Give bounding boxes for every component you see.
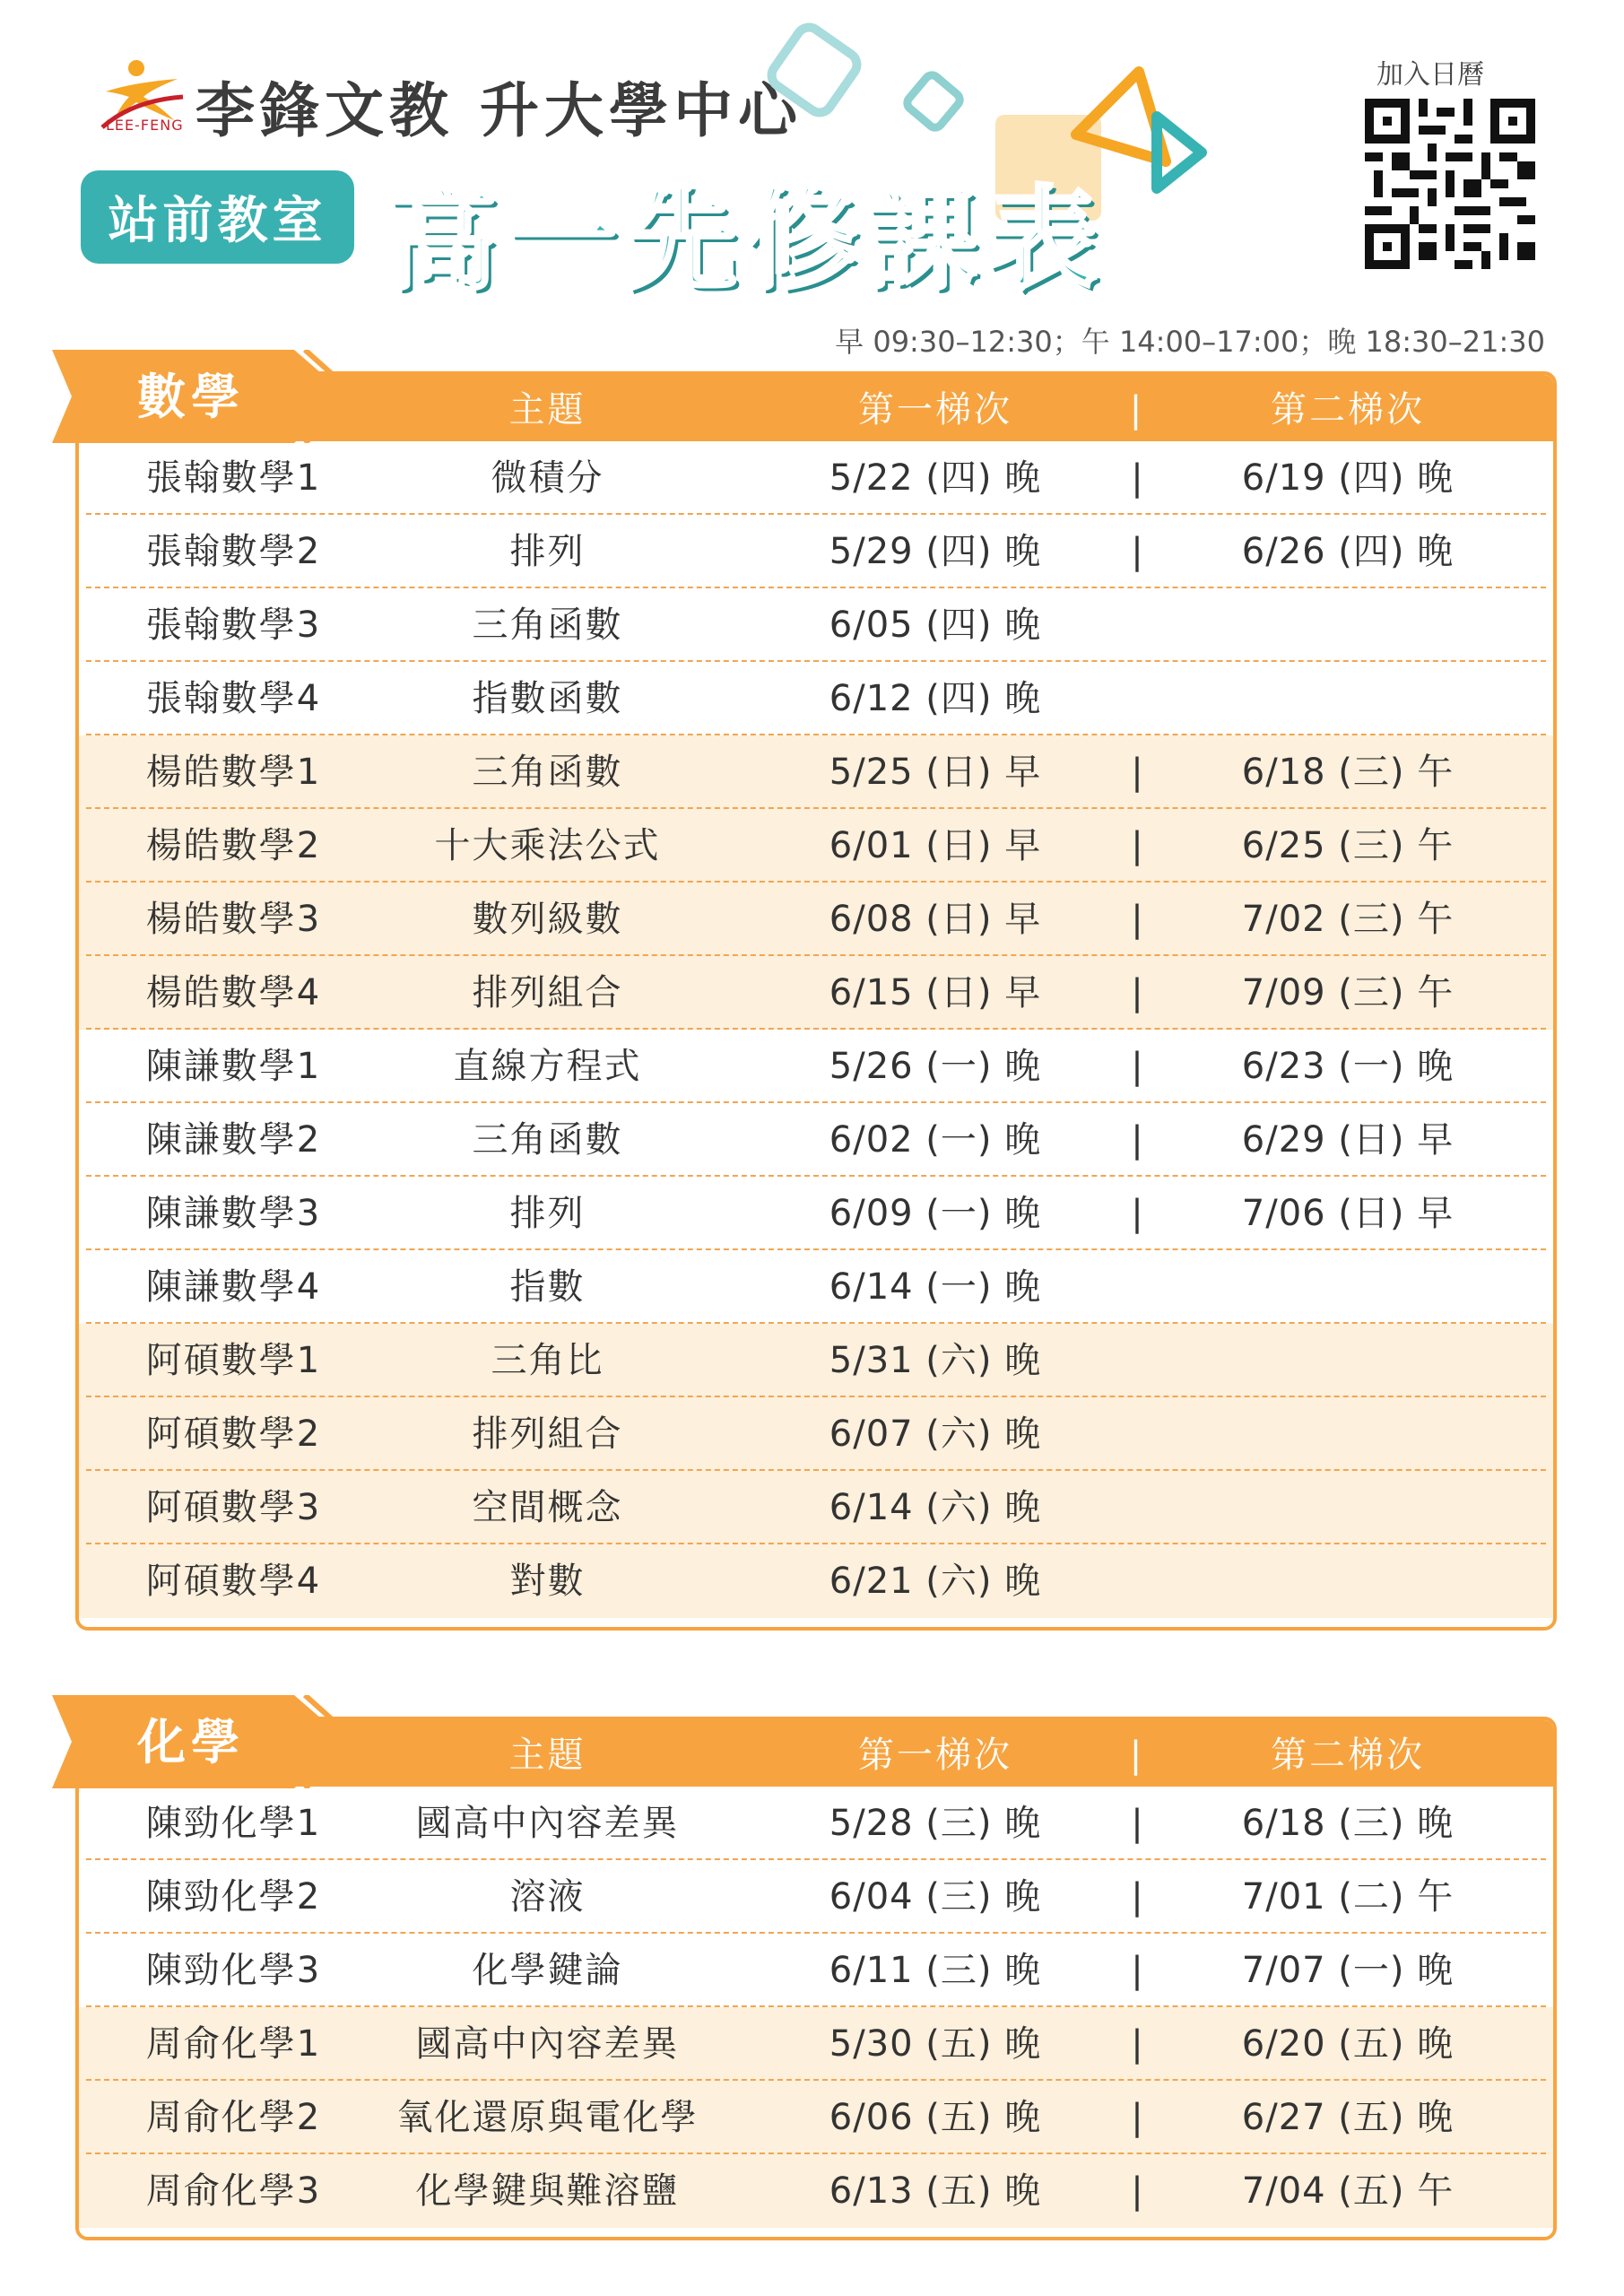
- header-second-session: 第二梯次: [1271, 389, 1425, 430]
- course-topic: 排列組合: [472, 972, 623, 1013]
- course-name: 張翰數學3: [145, 604, 322, 646]
- course-topic: 排列組合: [472, 1413, 623, 1455]
- header-second-session: 第二梯次: [1271, 1735, 1425, 1776]
- course-name: 陳勁化學3: [145, 1950, 322, 1991]
- math-subject-tab: [52, 350, 357, 443]
- math-section: [52, 350, 1550, 1632]
- first-session-date: 6/01 (日) 早: [829, 825, 1042, 866]
- qr-code-icon[interactable]: [1365, 99, 1535, 269]
- first-session-date: 5/22 (四) 晚: [829, 457, 1042, 499]
- first-session-date: 6/05 (四) 晚: [829, 604, 1042, 646]
- course-topic: 化學鍵與難溶鹽: [415, 2170, 680, 2212]
- course-name: 阿碩數學3: [145, 1487, 322, 1528]
- course-name: 周俞化學1: [145, 2023, 322, 2065]
- add-calendar-label[interactable]: 加入日曆: [1376, 59, 1484, 91]
- second-session-date: 6/26 (四) 晚: [1241, 531, 1455, 572]
- first-session-date: 6/14 (六) 晚: [829, 1487, 1042, 1528]
- first-session-date: 6/11 (三) 晚: [829, 1950, 1042, 1991]
- second-session-date: 7/09 (三) 午: [1241, 972, 1455, 1013]
- course-name: 楊皓數學4: [145, 972, 322, 1013]
- table-row: [79, 1250, 1553, 1324]
- course-topic: 國高中內容差異: [415, 2023, 680, 2065]
- course-topic: 溶液: [509, 1876, 586, 1918]
- first-session-date: 6/08 (日) 早: [829, 899, 1042, 940]
- chem-subject-label: 化學: [137, 1714, 245, 1770]
- table-row: [79, 1177, 1553, 1250]
- first-session-date: 6/04 (三) 晚: [829, 1876, 1042, 1918]
- course-topic: 三角函數: [472, 1119, 623, 1161]
- session-divider: |: [1131, 1803, 1143, 1844]
- session-divider: |: [1131, 1876, 1143, 1918]
- course-name: 陳勁化學2: [145, 1876, 322, 1918]
- course-name: 陳謙數學1: [145, 1046, 322, 1087]
- second-session-date: 7/06 (日) 早: [1241, 1193, 1455, 1234]
- course-topic: 排列: [509, 1193, 586, 1234]
- second-session-date: 7/07 (一) 晚: [1241, 1950, 1455, 1991]
- second-session-date: 6/23 (一) 晚: [1241, 1046, 1455, 1087]
- first-session-date: 6/14 (一) 晚: [829, 1266, 1042, 1308]
- course-name: 陳謙數學2: [145, 1119, 322, 1161]
- session-divider: |: [1131, 1046, 1143, 1087]
- first-session-date: 5/28 (三) 晚: [829, 1803, 1042, 1844]
- second-session-date: 7/01 (二) 午: [1241, 1876, 1455, 1918]
- second-session-date: 6/25 (三) 午: [1241, 825, 1455, 866]
- course-name: 周俞化學3: [145, 2170, 322, 2212]
- table-row: [79, 1397, 1553, 1471]
- course-name: 周俞化學2: [145, 2097, 322, 2138]
- course-topic: 指數: [509, 1266, 586, 1308]
- course-name: 楊皓數學3: [145, 899, 322, 940]
- session-divider: |: [1131, 2097, 1143, 2138]
- course-name: 阿碩數學1: [145, 1340, 322, 1381]
- header-divider: |: [1129, 389, 1145, 430]
- table-row: [79, 956, 1553, 1030]
- course-topic: 國高中內容差異: [415, 1803, 680, 1844]
- second-session-date: 6/27 (五) 晚: [1241, 2097, 1455, 2138]
- course-topic: 空間概念: [472, 1487, 623, 1528]
- second-session-date: 6/19 (四) 晚: [1241, 457, 1455, 499]
- first-session-date: 6/13 (五) 晚: [829, 2170, 1042, 2212]
- course-topic: 三角函數: [472, 752, 623, 793]
- first-session-date: 6/06 (五) 晚: [829, 2097, 1042, 2138]
- course-topic: 排列: [509, 531, 586, 572]
- second-session-date: 6/18 (三) 午: [1241, 752, 1455, 793]
- session-divider: |: [1131, 1193, 1143, 1234]
- course-name: 陳謙數學4: [145, 1266, 322, 1308]
- session-divider: |: [1131, 899, 1143, 940]
- course-topic: 十大乘法公式: [434, 825, 661, 866]
- table-row: [79, 883, 1553, 956]
- course-name: 楊皓數學2: [145, 825, 322, 866]
- course-name: 張翰數學4: [145, 678, 322, 719]
- course-topic: 化學鍵論: [472, 1950, 623, 1991]
- second-session-date: 6/29 (日) 早: [1241, 1119, 1455, 1161]
- chem-table: [75, 1717, 1557, 2240]
- session-divider: |: [1131, 1119, 1143, 1161]
- course-name: 張翰數學1: [145, 457, 322, 499]
- course-topic: 對數: [509, 1561, 586, 1602]
- math-subject-label: 數學: [137, 369, 245, 425]
- chem-section: [52, 1695, 1550, 2242]
- session-divider: |: [1131, 2023, 1143, 2065]
- header-first-session: 第一梯次: [858, 389, 1012, 430]
- session-divider: |: [1131, 2170, 1143, 2212]
- time-note: 早 09:30–12:30；午 14:00–17:00；晚 18:30–21:30: [835, 325, 1545, 359]
- header-topic: 主題: [508, 1735, 586, 1776]
- second-session-date: 6/20 (五) 晚: [1241, 2023, 1455, 2065]
- first-session-date: 5/26 (一) 晚: [829, 1046, 1042, 1087]
- math-table: [75, 371, 1557, 1631]
- table-row: [79, 662, 1553, 735]
- course-name: 陳謙數學3: [145, 1193, 322, 1234]
- chem-subject-tab: [52, 1695, 357, 1788]
- table-row: [79, 2007, 1553, 2081]
- course-name: 阿碩數學4: [145, 1561, 322, 1602]
- first-session-date: 6/21 (六) 晚: [829, 1561, 1042, 1602]
- table-row: [79, 2154, 1553, 2228]
- first-session-date: 5/25 (日) 早: [829, 752, 1042, 793]
- first-session-date: 6/07 (六) 晚: [829, 1413, 1042, 1455]
- first-session-date: 6/12 (四) 晚: [829, 678, 1042, 719]
- table-row: [79, 1860, 1553, 1934]
- table-row: [79, 1934, 1553, 2007]
- session-divider: |: [1131, 1950, 1143, 1991]
- session-divider: |: [1131, 531, 1143, 572]
- table-row: [79, 588, 1553, 662]
- logo-text: LEE-FENG: [106, 117, 184, 134]
- second-session-date: 7/02 (三) 午: [1241, 899, 1455, 940]
- course-topic: 氧化還原與電化學: [396, 2097, 699, 2138]
- course-topic: 數列級數: [472, 899, 623, 940]
- first-session-date: 6/15 (日) 早: [829, 972, 1042, 1013]
- session-divider: |: [1131, 457, 1143, 499]
- session-divider: |: [1131, 825, 1143, 866]
- header-topic: 主題: [508, 389, 586, 430]
- table-row: [79, 2081, 1553, 2154]
- page-title: 高一先修課表: [386, 176, 1107, 305]
- session-divider: |: [1131, 752, 1143, 793]
- course-name: 張翰數學2: [145, 531, 322, 572]
- table-row: [79, 1103, 1553, 1177]
- table-row: [79, 1324, 1553, 1397]
- session-divider: |: [1131, 972, 1143, 1013]
- table-row: [79, 809, 1553, 883]
- course-topic: 三角比: [491, 1340, 604, 1381]
- header-divider: |: [1129, 1735, 1145, 1776]
- header-first-session: 第一梯次: [858, 1735, 1012, 1776]
- course-name: 楊皓數學1: [145, 752, 322, 793]
- course-name: 阿碩數學2: [145, 1413, 322, 1455]
- course-topic: 三角函數: [472, 604, 623, 646]
- table-row: [79, 1544, 1553, 1618]
- first-session-date: 5/31 (六) 晚: [829, 1340, 1042, 1381]
- course-name: 陳勁化學1: [145, 1803, 322, 1844]
- table-row: [79, 735, 1553, 809]
- course-topic: 微積分: [491, 457, 604, 499]
- first-session-date: 6/02 (一) 晚: [829, 1119, 1042, 1161]
- table-row: [79, 1471, 1553, 1544]
- first-session-date: 6/09 (一) 晚: [829, 1193, 1042, 1234]
- table-row: [79, 1787, 1553, 1860]
- second-session-date: 7/04 (五) 午: [1241, 2170, 1455, 2212]
- brand-name: 李鋒文教 升大學中心: [195, 76, 803, 145]
- first-session-date: 5/29 (四) 晚: [829, 531, 1042, 572]
- campus-badge: 站前教室: [81, 170, 354, 264]
- course-topic: 直線方程式: [453, 1046, 642, 1087]
- first-session-date: 5/30 (五) 晚: [829, 2023, 1042, 2065]
- table-row: [79, 441, 1553, 515]
- course-topic: 指數函數: [472, 678, 623, 719]
- table-row: [79, 515, 1553, 588]
- table-row: [79, 1030, 1553, 1103]
- second-session-date: 6/18 (三) 晚: [1241, 1803, 1455, 1844]
